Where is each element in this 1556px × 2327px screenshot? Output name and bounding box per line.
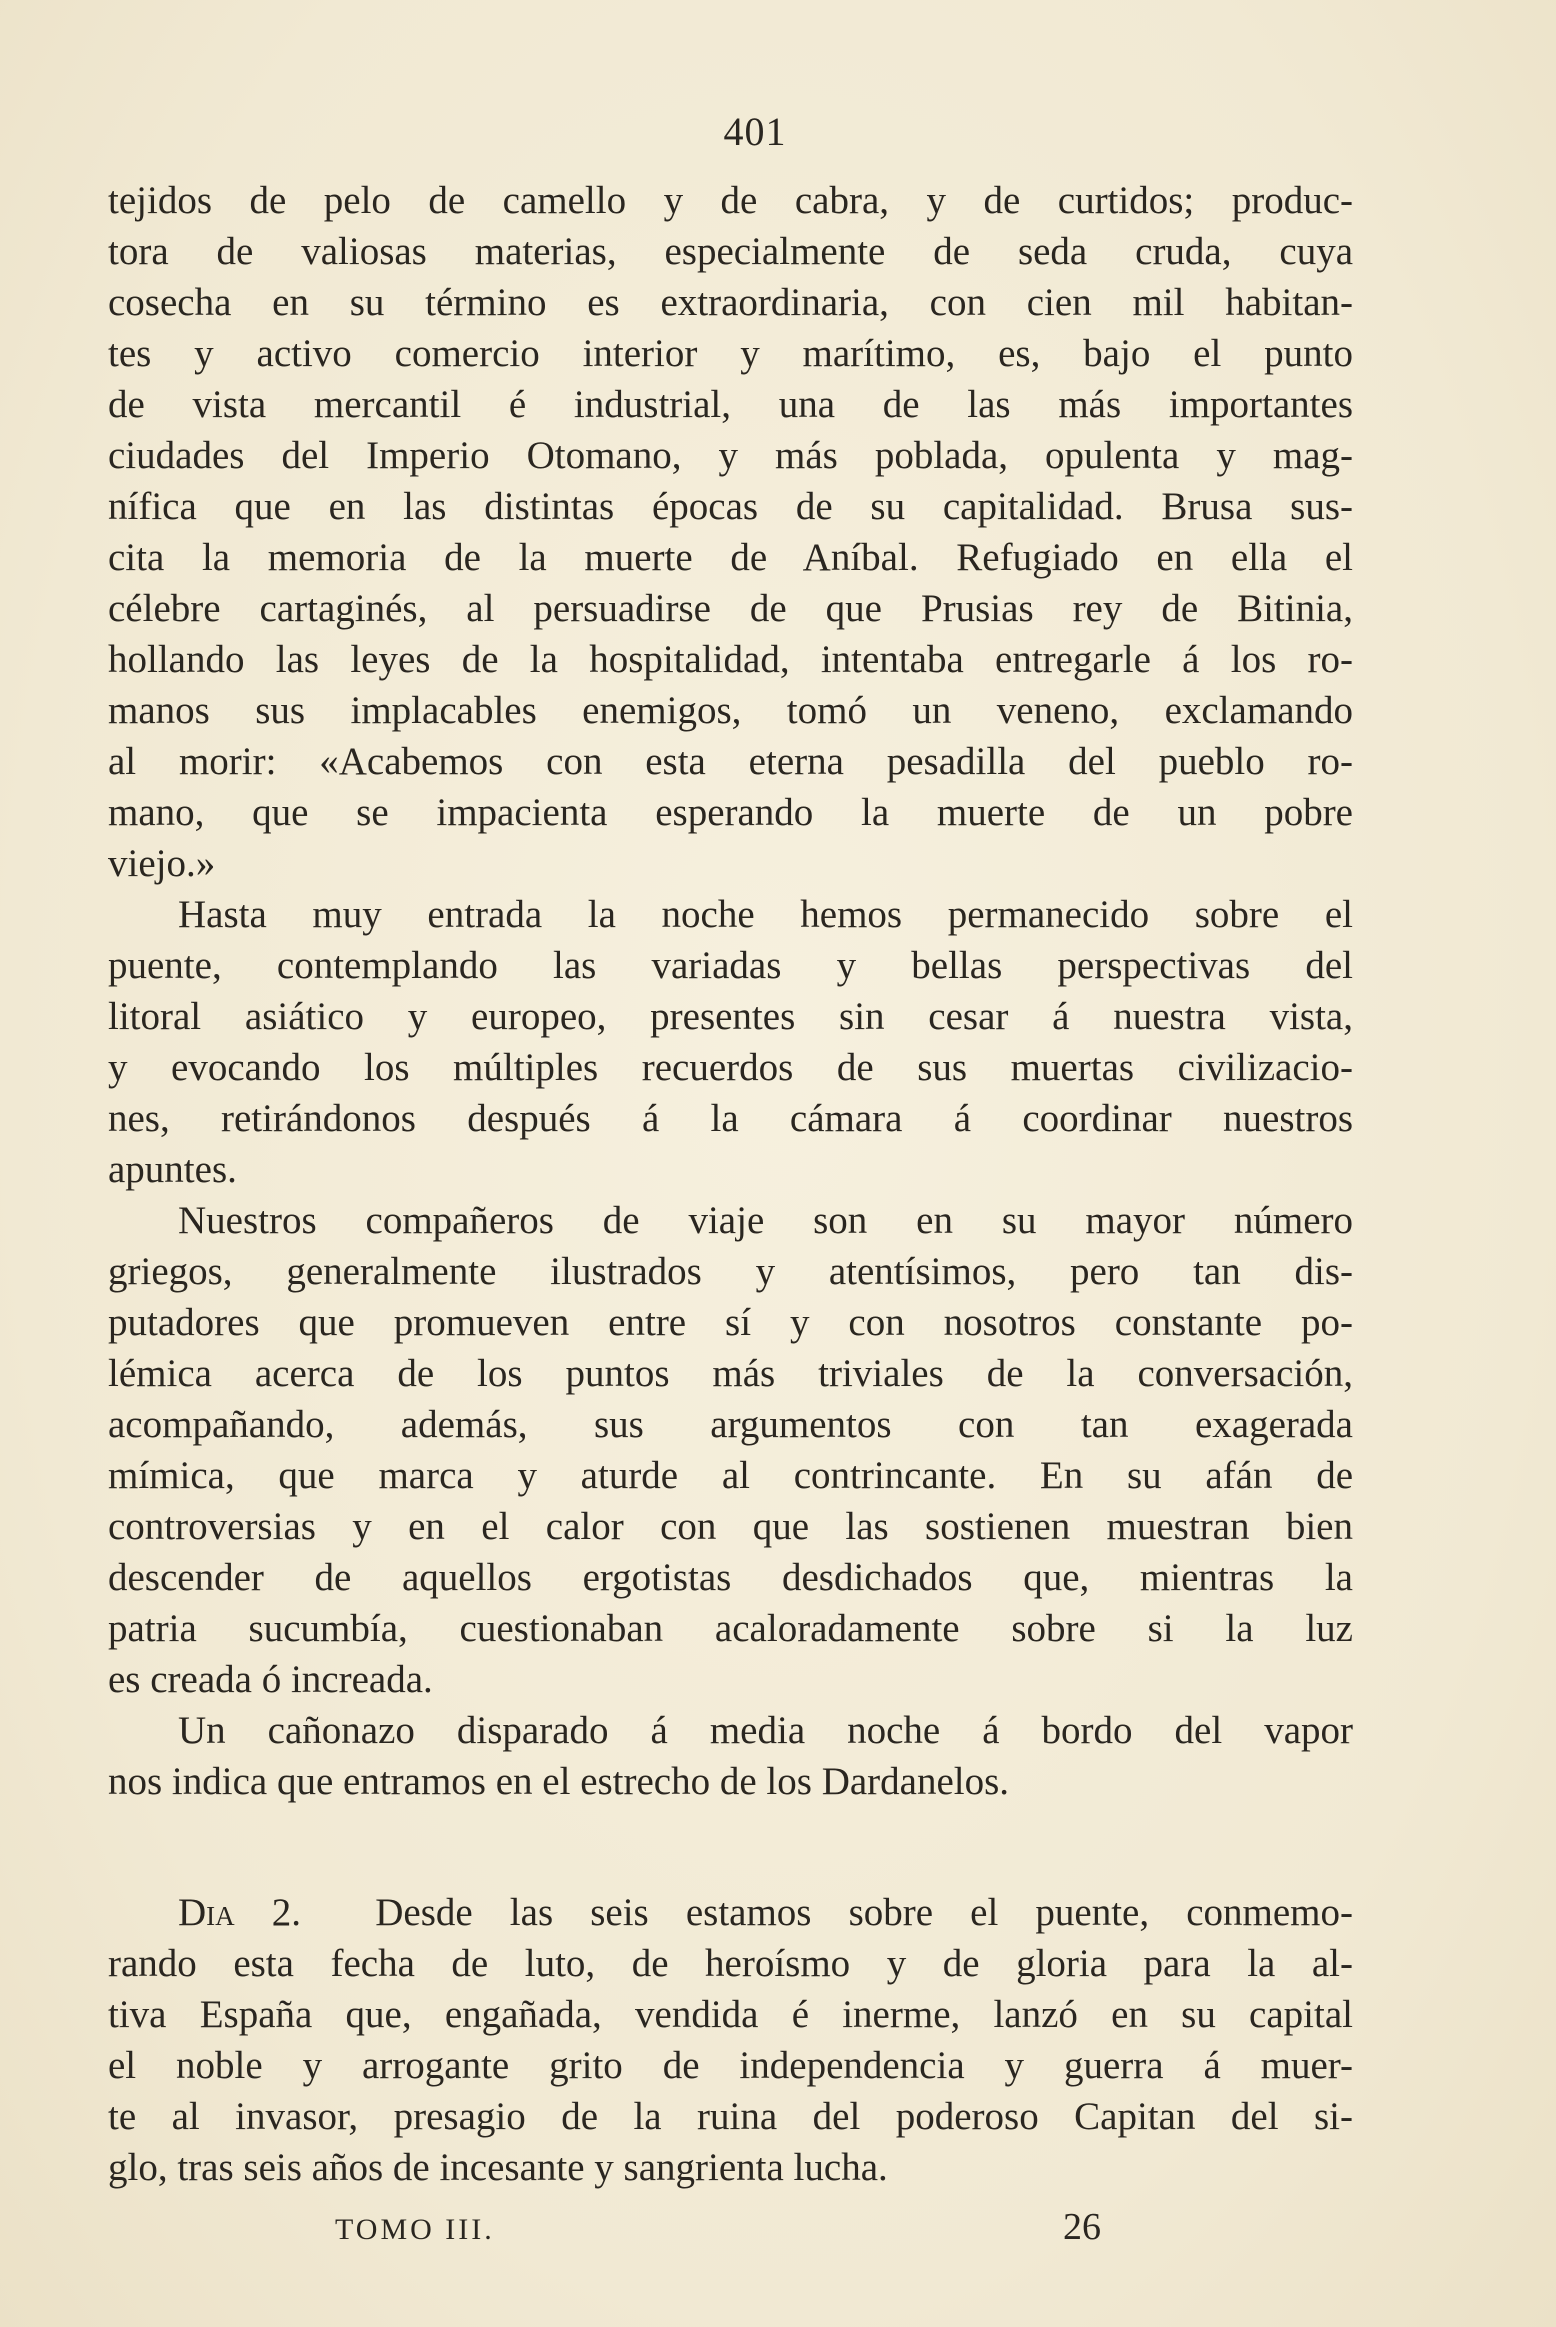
text-line: patria sucumbía, cuestionaban acaloradamente sobre si la luz bbox=[108, 1607, 1353, 1650]
text-line: controversias y en el calor con que las sostienen muestran bien bbox=[108, 1505, 1353, 1548]
text-line: nos indica que entramos en el estrecho de los Dardanelos. bbox=[108, 1760, 1010, 1803]
signature-mark: 26 bbox=[1063, 2206, 1101, 2248]
text-line: y evocando los múltiples recuerdos de sus muertas civilizacio- bbox=[108, 1046, 1353, 1089]
paragraphs bbox=[108, 175, 1353, 1807]
text-line: rando esta fecha de luto, de heroísmo y de gloria para la al- bbox=[108, 1942, 1353, 1985]
paragraph bbox=[108, 1195, 1353, 1705]
text-line: descender de aquellos ergotistas desdichados que, mientras la bbox=[108, 1556, 1353, 1599]
day-entry bbox=[108, 1887, 1353, 2193]
text-line: tiva España que, engañada, vendida é inerme, lanzó en su capital bbox=[108, 1993, 1353, 2036]
text-line: glo, tras seis años de incesante y sangrienta lucha. bbox=[108, 2146, 888, 2189]
text-line: putadores que promueven entre sí y con nosotros constante po- bbox=[108, 1301, 1353, 1344]
text-line: viejo.» bbox=[108, 842, 216, 885]
text-line: mímica, que marca y aturde al contrincante. En su afán de bbox=[108, 1454, 1353, 1497]
day-entry-first-line-text: Desde las seis estamos sobre el puente, conmemo- bbox=[375, 1891, 1353, 1934]
paragraph bbox=[108, 175, 1353, 889]
text-line: lémica acerca de los puntos más triviales de la conversación, bbox=[108, 1352, 1353, 1395]
paragraph bbox=[108, 889, 1353, 1195]
text-line: puente, contemplando las variadas y bellas perspectivas del bbox=[108, 944, 1353, 987]
text-line: cita la memoria de la muerte de Aníbal. Refugiado en ella el bbox=[108, 536, 1353, 579]
text-line: tejidos de pelo de camello y de cabra, y de curtidos; produc- bbox=[108, 179, 1353, 222]
day-label: Dia 2. bbox=[178, 1891, 302, 1934]
text-line: tes y activo comercio interior y marítimo, es, bajo el punto bbox=[108, 332, 1353, 375]
text-line: es creada ó increada. bbox=[108, 1658, 433, 1701]
page-footer bbox=[0, 2205, 1556, 2255]
text-line: cosecha en su término es extraordinaria, con cien mil habitan- bbox=[108, 281, 1353, 324]
day-entry-first-line bbox=[108, 1887, 1353, 1938]
text-line: mano, que se impacienta esperando la muerte de un pobre bbox=[108, 791, 1353, 834]
text-line: ciudades del Imperio Otomano, y más poblada, opulenta y mag- bbox=[108, 434, 1353, 477]
body-text bbox=[108, 175, 1353, 2193]
paragraph bbox=[108, 1705, 1353, 1807]
page-number: 401 bbox=[723, 109, 787, 154]
text-line: célebre cartaginés, al persuadirse de que Prusias rey de Bitinia, bbox=[108, 587, 1353, 630]
text-line: te al invasor, presagio de la ruina del poderoso Capitan del si- bbox=[108, 2095, 1353, 2138]
text-line: nes, retirándonos después á la cámara á coordinar nuestros bbox=[108, 1097, 1353, 1140]
text-line: litoral asiático y europeo, presentes sin cesar á nuestra vista, bbox=[108, 995, 1353, 1038]
text-line: Nuestros compañeros de viaje son en su mayor número bbox=[178, 1199, 1353, 1242]
text-line: griegos, generalmente ilustrados y atentísimos, pero tan dis- bbox=[108, 1250, 1353, 1293]
volume-label: TOMO III. bbox=[335, 2213, 495, 2246]
text-line: manos sus implacables enemigos, tomó un veneno, exclamando bbox=[108, 689, 1353, 732]
section-gap bbox=[108, 1807, 1353, 1887]
text-line: al morir: «Acabemos con esta eterna pesadilla del pueblo ro- bbox=[108, 740, 1353, 783]
text-line: el noble y arrogante grito de independencia y guerra á muer- bbox=[108, 2044, 1353, 2087]
text-line: nífica que en las distintas épocas de su capitalidad. Brusa sus- bbox=[108, 485, 1353, 528]
day-entry-lines bbox=[108, 1938, 1353, 2193]
text-line: apuntes. bbox=[108, 1148, 237, 1191]
text-line: acompañando, además, sus argumentos con tan exagerada bbox=[108, 1403, 1353, 1446]
text-line: tora de valiosas materias, especialmente de seda cruda, cuya bbox=[108, 230, 1353, 273]
text-line: de vista mercantil é industrial, una de las más importantes bbox=[108, 383, 1353, 426]
text-line: Un cañonazo disparado á media noche á bordo del vapor bbox=[178, 1709, 1353, 1752]
text-line: Hasta muy entrada la noche hemos permanecido sobre el bbox=[178, 893, 1353, 936]
text-line: hollando las leyes de la hospitalidad, intentaba entregarle á los ro- bbox=[108, 638, 1353, 681]
